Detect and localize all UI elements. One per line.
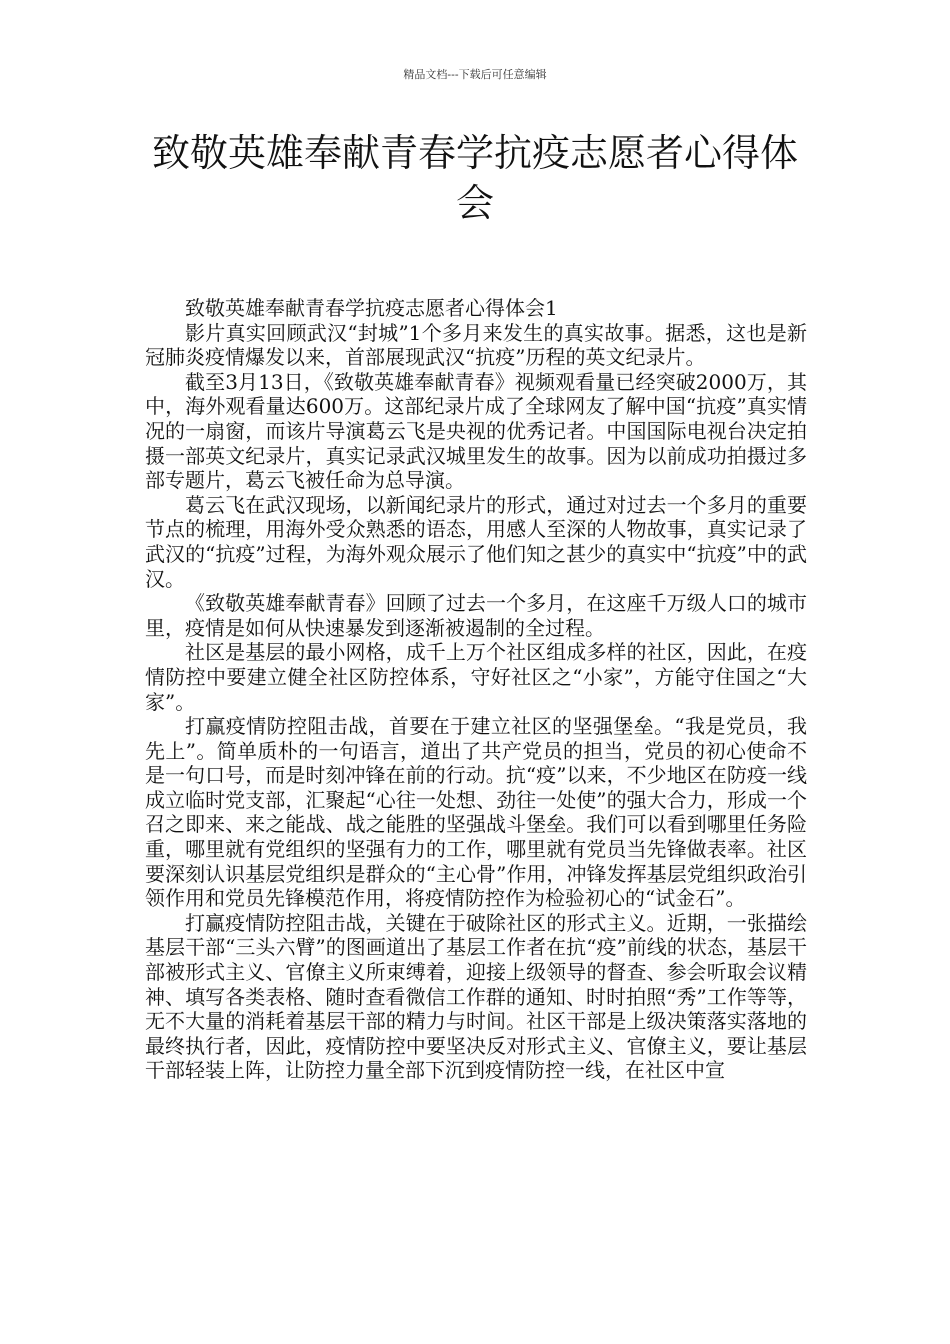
document-body [145,296,807,1083]
paragraph: 打赢疫情防控阻击战，关键在于破除社区的形式主义。近期，一张描绘基层干部“三头六臂”的图画道出了基层工作者在抗“疫”前线的状态，基层干部被形式主义、官僚主义所束缚着，迎接上级领导的督查、参会听取会议精神、填写各类表格、随时查看微信工作群的通知、时时拍照“秀”工作等等，无不大量的消耗着基层干部的精力与时间。社区干部是上级决策落实落地的最终执行者，因此，疫情防控中要坚决反对形式主义、官僚主义，要让基层干部轻装上阵，让防控力量全部下沉到疫情防控一线，在社区中宣 [145,910,807,1083]
paragraph: 《致敬英雄奉献青春》回顾了过去一个多月，在这座千万级人口的城市里，疫情是如何从快速暴发到逐渐被遏制的全过程。 [145,591,807,640]
document-title: 致敬英雄奉献青春学抗疫志愿者心得体会 [151,131,798,225]
paragraph: 社区是基层的最小网格，成千上万个社区组成多样的社区，因此，在疫情防控中要建立健全社区防控体系，守好社区之“小家”，方能守住国之“大家”。 [145,640,807,714]
header-note: 精品文档---下载后可任意编辑 [403,68,547,81]
paragraph: 打赢疫情防控阻击战，首要在于建立社区的坚强堡垒。“我是党员，我先上”。简单质朴的一句语言，道出了共产党员的担当，党员的初心使命不是一句口号，而是时刻冲锋在前的行动。抗“疫”以来，不少地区在防疫一线成立临时党支部，汇聚起“心往一处想、劲往一处使”的强大合力，形成一个召之即来、来之能战、战之能胜的坚强战斗堡垒。我们可以看到哪里任务险重，哪里就有党组织的坚强有力的工作，哪里就有党员当先锋做表率。社区要深刻认识基层党组织是群众的“主心骨”作用，冲锋发挥基层党组织政治引领作用和党员先锋模范作用，将疫情防控作为检验初心的“试金石”。 [145,714,807,911]
paragraph: 葛云飞在武汉现场，以新闻纪录片的形式，通过对过去一个多月的重要节点的梳理，用海外受众熟悉的语态，用感人至深的人物故事，真实记录了武汉的“抗疫”过程，为海外观众展示了他们知之甚少的真实中“抗疫”中的武汉。 [145,492,807,591]
paragraph-subtitle: 致敬英雄奉献青春学抗疫志愿者心得体会1 [185,296,558,320]
paragraph: 截至3月13日，《致敬英雄奉献青春》视频观看量已经突破2000万，其中，海外观看量达600万。这部纪录片成了全球网友了解中国“抗疫”真实情况的一扇窗，而该片导演葛云飞是央视的优秀记者。中国国际电视台决定拍摄一部英文纪录片，真实记录武汉城里发生的故事。因为以前成功拍摄过多部专题片，葛云飞被任命为总导演。 [145,369,807,493]
paragraph: 影片真实回顾武汉“封城”1个多月来发生的真实故事。据悉，这也是新冠肺炎疫情爆发以来，首部展现武汉“抗疫”历程的英文纪录片。 [145,320,807,370]
